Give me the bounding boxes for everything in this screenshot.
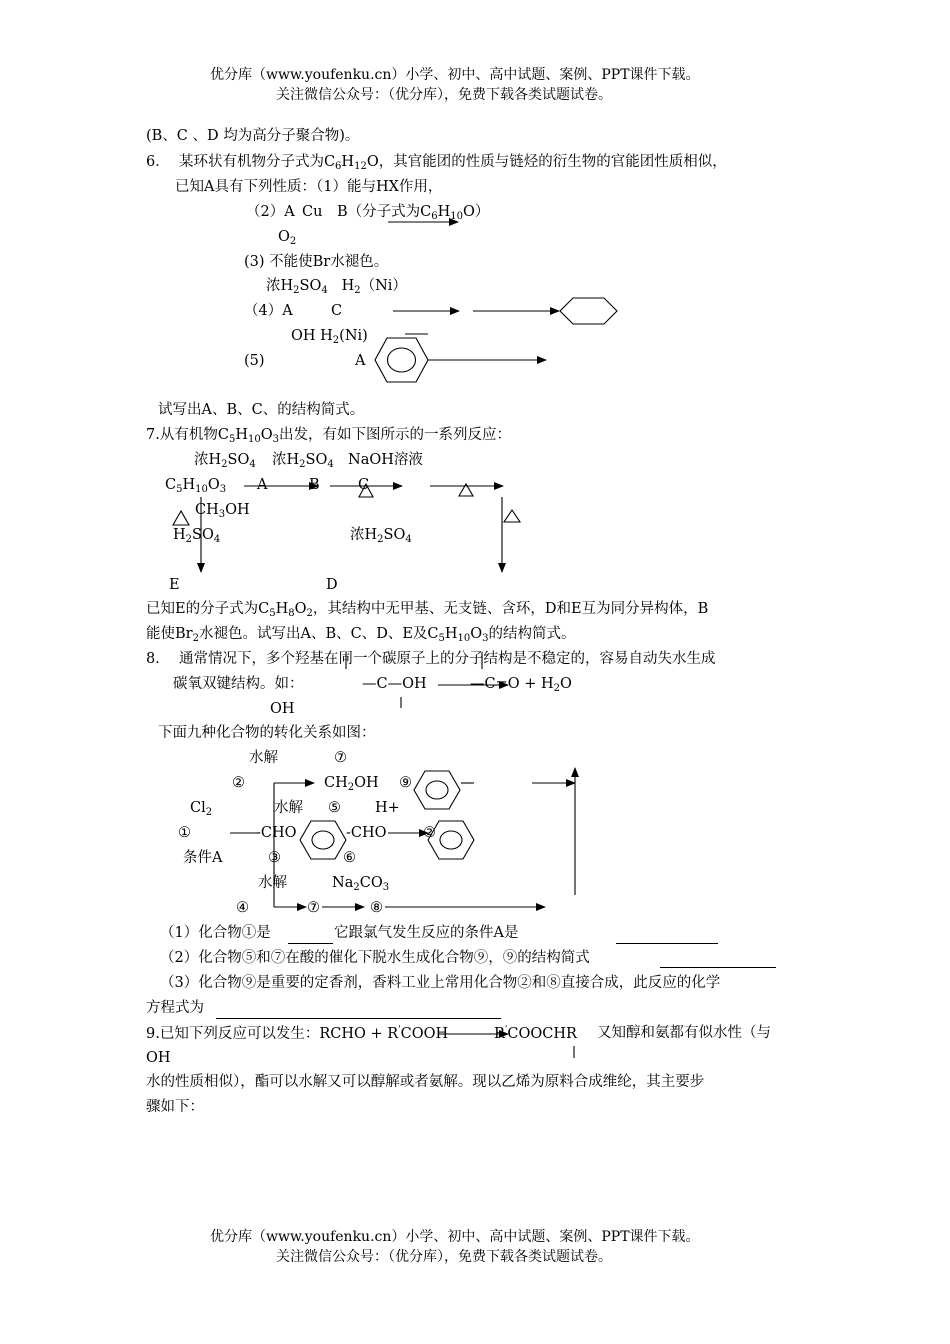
q7-node-b: B	[309, 477, 320, 493]
header-line-1: 优分库（www.youfenku.cn）小学、初中、高中试题、案例、PPT课件下载。	[210, 67, 700, 83]
q8-benzene-top	[414, 771, 460, 809]
q8-label-7b: ⑦	[307, 900, 320, 916]
q6-p5-reagents: OH $H_2(Ni)$	[291, 328, 368, 346]
q8-sub-2: （2）化合物⑤和⑦在酸的催化下脱水生成化合物⑨，⑨的结构简式	[160, 950, 590, 966]
q8-label-2: ②	[232, 775, 245, 791]
q6-p4-c: C	[331, 303, 343, 319]
q8-line-1: 8． 通常情况下，多个羟基在同一个碳原子上的分子结构是不稳定的，容易自动失水生成	[146, 651, 716, 667]
q6-p2-o2: $O_2$	[278, 229, 297, 247]
q8-benzene-middle-inner	[312, 831, 334, 849]
q8-blank-1[interactable]	[288, 943, 333, 944]
q8-sub-3b: 方程式为	[146, 1000, 204, 1016]
q6-p5-a: A	[355, 353, 366, 369]
q8-hplus: H+	[375, 800, 400, 816]
q8-label-hydrolysis-1: 水解	[249, 750, 278, 766]
q8-label-3: ③	[268, 850, 281, 866]
q8-label-9: ⑨	[399, 775, 412, 791]
q6-p2-cu: Cu	[302, 204, 323, 220]
q8-cho-right: -CHO	[346, 825, 387, 841]
q6-p4-reagents: 浓$H_2SO_4$ $H_2(Ni)$	[266, 278, 407, 296]
q8-na2co3: $Na_2CO_3$	[332, 875, 390, 893]
q8-label-hydrolysis-2: 水解	[274, 800, 303, 816]
q8-blank-4[interactable]	[216, 1018, 501, 1019]
q7-heat-triangle-3	[504, 510, 520, 522]
q7-known-1: 已知E的分子式为$C_5H_8O_2$，其结构中无甲基、无支链、含环，D和E互为同分异构体，B	[146, 601, 709, 619]
q7-reagent-2: 浓$H_2SO_4$	[272, 452, 334, 470]
q6-p5-label: (5)	[244, 353, 265, 369]
q7-node-c: C	[358, 477, 370, 493]
q6-p2-label: （2）A	[246, 204, 295, 220]
q6-line-2: 已知A具有下列性质：（1）能与HX作用，	[175, 179, 443, 195]
cyclohexane-ring	[560, 298, 617, 324]
q8-benzene-right-inner	[440, 831, 462, 849]
q7-node-d: D	[326, 577, 338, 593]
q8-eq-oh: OH	[270, 701, 295, 717]
q6-benzene-inner-ring	[388, 348, 416, 372]
q9-line-1c: 又知醇和氨都有似水性（与	[597, 1025, 771, 1041]
q9-line-1a: 9.已知下列反应可以发生：RCHO + R'COOH	[146, 1025, 449, 1042]
q8-label-8: ⑧	[370, 900, 383, 916]
q7-line-1: 7.从有机物$C_5H_{10}O_3$出发，有如下图所示的一系列反应：	[146, 427, 511, 445]
q7-start-compound: $C_5H_{10}O_3$	[165, 477, 227, 495]
q8-benzene-top-inner	[426, 781, 448, 799]
q7-ch3oh: $CH_3OH$	[195, 502, 250, 520]
q7-node-e: E	[169, 577, 180, 593]
q6-p4-label: （4）A	[244, 303, 293, 319]
q8-eq-right: —C=O + $H_2O$	[470, 676, 572, 694]
q8-label-4: ④	[236, 900, 249, 916]
q8-blank-3[interactable]	[660, 967, 776, 968]
q8-label-6: ⑥	[343, 850, 356, 866]
q8-label-2b: ②	[423, 825, 436, 841]
header-line-2: 关注微信公众号：（优分库），免费下载各类试题试卷。	[276, 87, 612, 103]
q8-cho-left: -CHO	[256, 825, 297, 841]
q8-sub-1a: （1）化合物①是	[160, 925, 271, 941]
q6-benzene-ring	[375, 338, 428, 382]
q6-line-1: 6． 某环状有机物分子式为$C_6H_{12}O$，其官能团的性质与链烃的衍生物的官能团性质相似，	[146, 154, 727, 172]
q8-intro: 下面九种化合物的转化关系如图：	[158, 725, 376, 741]
q9-line-1b: R'COOCHR	[494, 1025, 577, 1042]
q8-label-5: ⑤	[328, 800, 341, 816]
q7-h2so4-right: 浓$H_2SO_4$	[350, 527, 412, 545]
q8-benzene-middle	[300, 821, 346, 859]
q7-node-a: A	[257, 477, 268, 493]
q7-reagent-1: 浓$H_2SO_4$	[194, 452, 256, 470]
q8-sub-3: （3）化合物⑨是重要的定香剂，香料工业上常用化合物②和⑧直接合成，此反应的化学	[160, 975, 721, 991]
q6-ask: 试写出A、B、C、的结构简式。	[158, 402, 365, 418]
q7-reagent-3: NaOH溶液	[348, 452, 423, 468]
q7-heat-triangle-left	[173, 511, 189, 525]
q9-line-3: 水的性质相似），酯可以水解又可以醇解或者氨解。现以乙烯为原料合成维纶，其主要步	[146, 1074, 705, 1090]
q8-line-2: 碳氧双键结构。如：	[173, 676, 304, 692]
q8-label-7: ⑦	[334, 750, 347, 766]
q8-label-1: ①	[178, 825, 191, 841]
footer-line-2: 关注微信公众号：（优分库），免费下载各类试题试卷。	[276, 1249, 612, 1265]
q9-line-4: 骤如下：	[146, 1099, 204, 1115]
q8-sub-1b: 它跟氯气发生反应的条件A是	[334, 925, 519, 941]
footer-line-1: 优分库（www.youfenku.cn）小学、初中、高中试题、案例、PPT课件下载。	[210, 1229, 700, 1245]
q6-p2-b: B（分子式为$C_6H_{10}O$）	[337, 204, 490, 222]
q8-ch2oh: $CH_2OH$	[324, 775, 379, 793]
q7-known-2: 能使$Br_2$水褪色。试写出A、B、C、D、E及$C_5H_{10}O_3$的结构简式。	[146, 626, 576, 644]
q7-h2so4-left: $H_2SO_4$	[173, 527, 221, 545]
q8-condition-a: 条件A	[183, 850, 223, 866]
q7-heat-triangle-2	[459, 484, 473, 496]
q9-line-2: OH	[146, 1050, 171, 1066]
q6-p3: (3) 不能使Br水褪色。	[244, 254, 389, 270]
q8-eq-left: —C—OH	[362, 676, 427, 692]
q8-label-hydrolysis-3: 水解	[258, 875, 287, 891]
q8-blank-2[interactable]	[616, 943, 718, 944]
intro-line: (B、C 、D 均为高分子聚合物)。	[146, 128, 360, 144]
q8-cl2: $Cl_2$	[190, 800, 213, 818]
